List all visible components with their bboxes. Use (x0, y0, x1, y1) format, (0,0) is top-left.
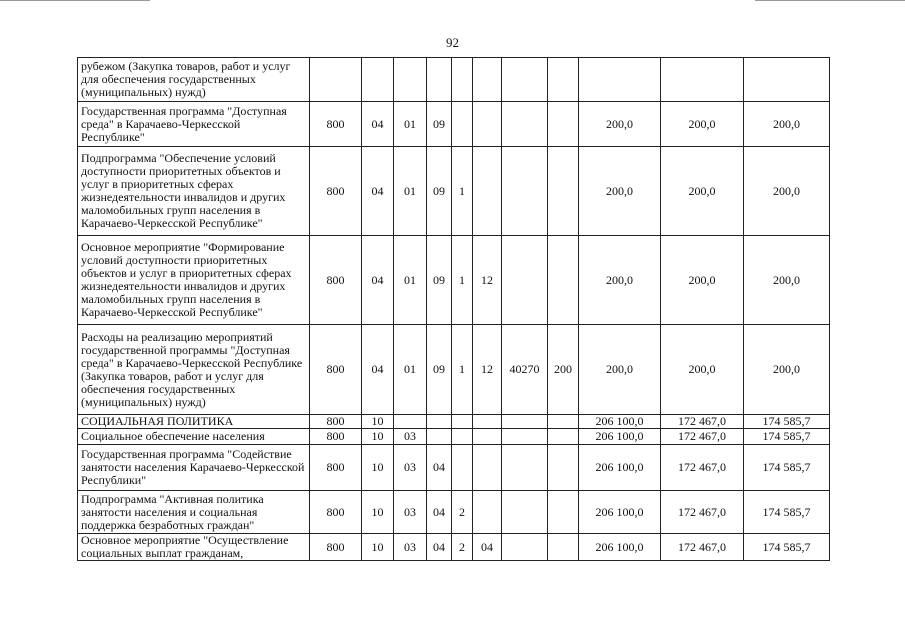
code-cell-c4: 09 (427, 325, 452, 415)
code-cell-c8 (548, 102, 579, 147)
code-cell-c8 (548, 534, 579, 561)
row-name-cell: Подпрограмма "Активная политика занятости населения и социальная поддержка безработных граждан" (78, 491, 310, 534)
code-cell-c5: 2 (452, 491, 473, 534)
code-cell-c7 (502, 102, 548, 147)
code-cell-c5: 1 (452, 325, 473, 415)
table-row (78, 415, 830, 429)
code-cell-c1: 800 (310, 415, 362, 429)
table-row (78, 491, 830, 534)
top-left-edge-line (0, 0, 150, 1)
code-cell-c4 (427, 415, 452, 429)
amount-cell-v3: 174 585,7 (744, 534, 830, 561)
row-name-cell: СОЦИАЛЬНАЯ ПОЛИТИКА (78, 415, 310, 429)
code-cell-c7 (502, 147, 548, 236)
code-cell-c7 (502, 429, 548, 445)
code-cell-c3: 03 (394, 445, 427, 491)
code-cell-c1: 800 (310, 534, 362, 561)
amount-cell-v1: 200,0 (579, 102, 661, 147)
table-row (78, 325, 830, 415)
code-cell-c2: 04 (362, 147, 394, 236)
code-cell-c1: 800 (310, 325, 362, 415)
row-name-cell: Основное мероприятие "Формирование условий доступности приоритетных объектов и услуг в приоритетных сферах жизнедеятельности инвалидов и других маломобильных групп населения в Карачаево-Черкесской Республике" (78, 236, 310, 325)
amount-cell-v1 (579, 58, 661, 102)
code-cell-c2 (362, 58, 394, 102)
amount-cell-v2 (661, 58, 744, 102)
amount-cell-v3: 174 585,7 (744, 429, 830, 445)
amount-cell-v1: 200,0 (579, 325, 661, 415)
amount-cell-v1: 206 100,0 (579, 415, 661, 429)
code-cell-c1: 800 (310, 445, 362, 491)
code-cell-c3 (394, 415, 427, 429)
code-cell-c3: 03 (394, 491, 427, 534)
code-cell-c1 (310, 58, 362, 102)
code-cell-c6 (473, 429, 502, 445)
table-row (78, 147, 830, 236)
code-cell-c5: 2 (452, 534, 473, 561)
code-cell-c8 (548, 236, 579, 325)
code-cell-c4: 04 (427, 534, 452, 561)
amount-cell-v1: 200,0 (579, 147, 661, 236)
code-cell-c6 (473, 445, 502, 491)
table-row (78, 236, 830, 325)
code-cell-c2: 10 (362, 491, 394, 534)
table-row (78, 102, 830, 147)
code-cell-c7 (502, 236, 548, 325)
code-cell-c3: 03 (394, 429, 427, 445)
amount-cell-v3: 200,0 (744, 325, 830, 415)
page-number: 92 (446, 35, 459, 50)
code-cell-c2: 10 (362, 429, 394, 445)
amount-cell-v3: 200,0 (744, 147, 830, 236)
code-cell-c8 (548, 491, 579, 534)
code-cell-c4 (427, 58, 452, 102)
code-cell-c5 (452, 445, 473, 491)
code-cell-c6 (473, 58, 502, 102)
amount-cell-v2: 200,0 (661, 147, 744, 236)
amount-cell-v3: 174 585,7 (744, 445, 830, 491)
code-cell-c4 (427, 429, 452, 445)
code-cell-c5 (452, 58, 473, 102)
amount-cell-v3: 200,0 (744, 236, 830, 325)
amount-cell-v2: 200,0 (661, 236, 744, 325)
code-cell-c5: 1 (452, 147, 473, 236)
code-cell-c2: 04 (362, 102, 394, 147)
table-row (78, 534, 830, 561)
code-cell-c2: 10 (362, 415, 394, 429)
table-row (78, 445, 830, 491)
code-cell-c8 (548, 445, 579, 491)
code-cell-c7 (502, 445, 548, 491)
amount-cell-v3: 200,0 (744, 102, 830, 147)
row-name-cell: Социальное обеспечение населения (78, 429, 310, 445)
budget-table-body (78, 58, 830, 561)
amount-cell-v1: 200,0 (579, 236, 661, 325)
code-cell-c6 (473, 147, 502, 236)
code-cell-c8: 200 (548, 325, 579, 415)
code-cell-c1: 800 (310, 147, 362, 236)
code-cell-c7 (502, 491, 548, 534)
row-name-cell: Государственная программа "Содействие занятости населения Карачаево-Черкесской Республики" (78, 445, 310, 491)
code-cell-c2: 10 (362, 534, 394, 561)
row-name-cell: Расходы на реализацию мероприятий государственной программы "Доступная среда" в Карачаево-Черкесской Республике (Закупка товаров, работ и услуг для обеспечения государственных (муниципальных) нужд) (78, 325, 310, 415)
code-cell-c6: 12 (473, 325, 502, 415)
code-cell-c6 (473, 415, 502, 429)
code-cell-c5 (452, 429, 473, 445)
code-cell-c5 (452, 415, 473, 429)
code-cell-c1: 800 (310, 491, 362, 534)
row-name-cell: рубежом (Закупка товаров, работ и услуг для обеспечения государственных (муниципальных) нужд) (78, 58, 310, 102)
code-cell-c8 (548, 147, 579, 236)
top-right-edge-line (755, 0, 905, 1)
row-name-cell: Подпрограмма "Обеспечение условий доступности приоритетных объектов и услуг в приоритетных сферах жизнедеятельности инвалидов и других маломобильных групп населения в Карачаево-Черкесской Республике" (78, 147, 310, 236)
code-cell-c3: 03 (394, 534, 427, 561)
code-cell-c1: 800 (310, 102, 362, 147)
code-cell-c7 (502, 415, 548, 429)
code-cell-c5: 1 (452, 236, 473, 325)
code-cell-c2: 10 (362, 445, 394, 491)
code-cell-c5 (452, 102, 473, 147)
code-cell-c1: 800 (310, 429, 362, 445)
table-row (78, 58, 830, 102)
code-cell-c8 (548, 415, 579, 429)
code-cell-c3: 01 (394, 102, 427, 147)
table-row (78, 429, 830, 445)
amount-cell-v2: 172 467,0 (661, 415, 744, 429)
code-cell-c8 (548, 429, 579, 445)
code-cell-c6 (473, 491, 502, 534)
code-cell-c4: 04 (427, 445, 452, 491)
amount-cell-v2: 172 467,0 (661, 429, 744, 445)
budget-table (77, 57, 830, 561)
code-cell-c6 (473, 102, 502, 147)
code-cell-c4: 09 (427, 102, 452, 147)
amount-cell-v1: 206 100,0 (579, 445, 661, 491)
row-name-cell: Государственная программа "Доступная среда" в Карачаево-Черкесской Республике" (78, 102, 310, 147)
code-cell-c8 (548, 58, 579, 102)
code-cell-c6: 12 (473, 236, 502, 325)
code-cell-c3 (394, 58, 427, 102)
amount-cell-v2: 200,0 (661, 325, 744, 415)
amount-cell-v3 (744, 58, 830, 102)
amount-cell-v2: 172 467,0 (661, 491, 744, 534)
row-name-cell: Основное мероприятие "Осуществление социальных выплат гражданам, (78, 534, 310, 561)
code-cell-c4: 04 (427, 491, 452, 534)
amount-cell-v2: 172 467,0 (661, 445, 744, 491)
code-cell-c6: 04 (473, 534, 502, 561)
code-cell-c1: 800 (310, 236, 362, 325)
amount-cell-v1: 206 100,0 (579, 534, 661, 561)
amount-cell-v3: 174 585,7 (744, 491, 830, 534)
code-cell-c4: 09 (427, 236, 452, 325)
amount-cell-v2: 172 467,0 (661, 534, 744, 561)
code-cell-c2: 04 (362, 325, 394, 415)
code-cell-c3: 01 (394, 236, 427, 325)
code-cell-c3: 01 (394, 325, 427, 415)
amount-cell-v3: 174 585,7 (744, 415, 830, 429)
amount-cell-v1: 206 100,0 (579, 429, 661, 445)
amount-cell-v2: 200,0 (661, 102, 744, 147)
code-cell-c7: 40270 (502, 325, 548, 415)
amount-cell-v1: 206 100,0 (579, 491, 661, 534)
code-cell-c7 (502, 58, 548, 102)
code-cell-c3: 01 (394, 147, 427, 236)
code-cell-c2: 04 (362, 236, 394, 325)
code-cell-c4: 09 (427, 147, 452, 236)
code-cell-c7 (502, 534, 548, 561)
